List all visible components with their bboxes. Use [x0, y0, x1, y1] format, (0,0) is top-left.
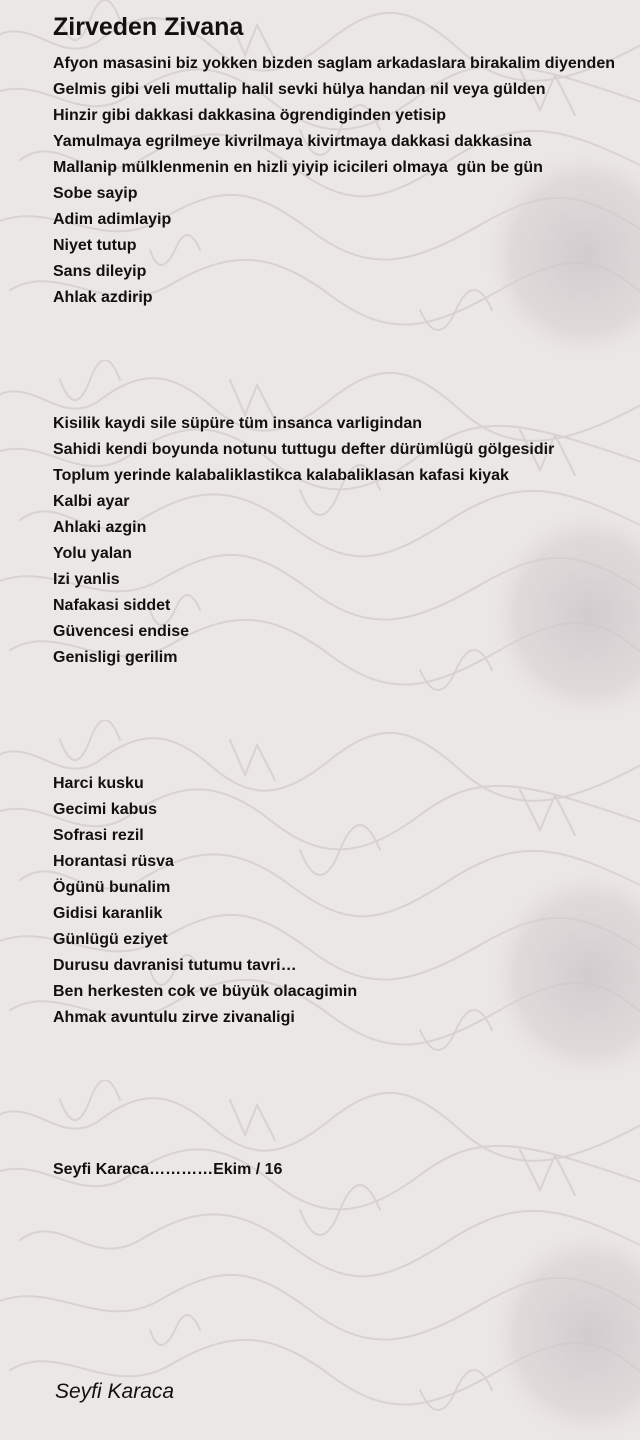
poem-line: Gidisi karanlik [53, 905, 163, 922]
poem-line: Ben herkesten cok ve büyük olacagimin [53, 983, 358, 1000]
poem-line: Izi yanlis [53, 571, 120, 588]
author-name: Seyfi Karaca [55, 1380, 175, 1403]
poem-line: Kalbi ayar [53, 493, 130, 510]
poem-title: Zirveden Zivana [53, 13, 244, 41]
stanza [53, 411, 554, 671]
poem-line: Sahidi kendi boyunda notunu tuttugu defter dürümlügü gölgesidir [53, 441, 555, 458]
poem-line: Harci kusku [53, 775, 144, 792]
poem-line: Genisligi gerilim [53, 649, 178, 666]
poem-line: Mallanip mülklenmenin en hizli yiyip icicileri olmaya gün be gün [53, 159, 543, 176]
poem-line: Yamulmaya egrilmeye kivrilmaya kivirtmaya dakkasi dakkasina [53, 133, 532, 150]
stanza [53, 771, 357, 1031]
poem-line: Günlügü eziyet [53, 931, 168, 948]
poem-line: Güvencesi endise [53, 623, 190, 640]
poem-line: Gelmis gibi veli muttalip halil sevki hülya handan nil veya gülden [53, 81, 546, 98]
poem-line: Sans dileyip [53, 263, 147, 280]
poem-line: Ahlaki azgin [53, 519, 147, 536]
poem-line: Ahmak avuntulu zirve zivanaligi [53, 1009, 295, 1026]
poem-line: Niyet tutup [53, 237, 137, 254]
poem-line: Yolu yalan [53, 545, 132, 562]
poem-line: Sofrasi rezil [53, 827, 144, 844]
poem-line: Horantasi rüsva [53, 853, 174, 870]
poem-line: Nafakasi siddet [53, 597, 171, 614]
poem-line: Kisilik kaydi sile süpüre tüm insanca varligindan [53, 415, 423, 432]
poem-signature: Seyfi Karaca…………Ekim / 16 [53, 1161, 283, 1178]
poem-line: Gecimi kabus [53, 801, 158, 818]
poem-line: Durusu davranisi tutumu tavri… [53, 957, 297, 974]
poem-line: Ögünü bunalim [53, 879, 171, 896]
poem-line: Toplum yerinde kalabaliklastikca kalabaliklasan kafasi kiyak [53, 467, 509, 484]
poem-line: Afyon masasini biz yokken bizden saglam arkadaslara birakalim diyenden [53, 55, 615, 72]
poem-line: Adim adimlayip [53, 211, 172, 228]
poem-line: Hinzir gibi dakkasi dakkasina ögrendiginden yetisip [53, 107, 446, 124]
poem-line: Ahlak azdirip [53, 289, 153, 306]
stanza [53, 51, 615, 311]
poem-line: Sobe sayip [53, 185, 138, 202]
